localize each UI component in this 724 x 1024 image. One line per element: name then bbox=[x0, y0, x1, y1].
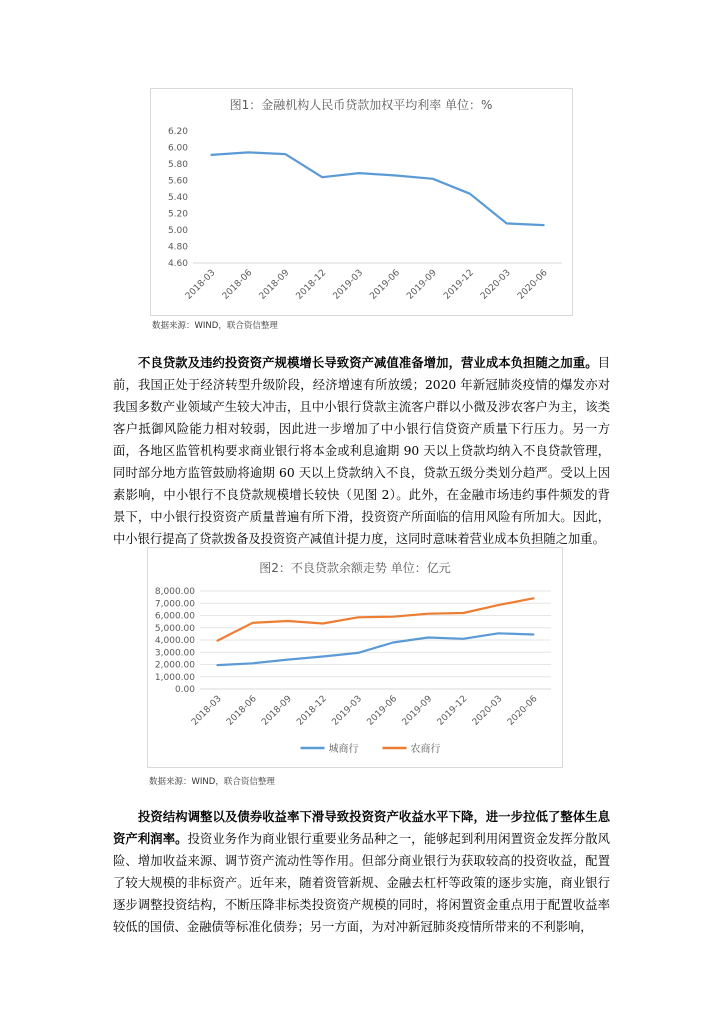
x-tick-label: 2018-12 bbox=[295, 694, 329, 728]
x-tick-label: 2019-12 bbox=[435, 694, 470, 728]
series-line-1 bbox=[212, 152, 544, 225]
x-tick-label: 2019-06 bbox=[365, 694, 400, 728]
legend-label-2: 农商行 bbox=[410, 744, 441, 755]
chart-2 bbox=[148, 548, 562, 767]
y-tick-label: 5.20 bbox=[167, 209, 188, 220]
y-tick-label: 4.80 bbox=[167, 242, 188, 253]
paragraph-1 bbox=[113, 352, 610, 550]
x-tick-label: 2019-09 bbox=[400, 694, 435, 728]
y-tick-label: 1,000.00 bbox=[154, 672, 195, 683]
x-tick-label: 2018-03 bbox=[190, 694, 224, 728]
chart-1-source: 数据来源：WIND，联合资信整理 bbox=[152, 321, 278, 331]
y-tick-label: 4,000.00 bbox=[154, 636, 195, 646]
x-tick-label: 2018-03 bbox=[183, 268, 218, 302]
x-tick-label: 2020-06 bbox=[505, 694, 540, 728]
x-tick-label: 2018-06 bbox=[220, 268, 255, 302]
x-tick-label: 2018-09 bbox=[260, 694, 294, 728]
y-tick-label: 7,000.00 bbox=[154, 599, 195, 610]
paragraph-1-lead: 不良贷款及违约投资资产规模增长导致资产减值准备增加，营业成本负担随之加重。 bbox=[138, 355, 598, 370]
paragraph-2-body: 投资业务作为商业银行重要业务品种之一，能够起到利用闲置资金发挥分散风险、增加收益来源、调节资产流动性等作用。但部分商业银行为获取较高的投资收益，配置了较大规模的非标资产。近年来，随着资管新规、金融去杠杆等政策的逐步实施，商业银行逐步调整投资结构，不断压降非标类投资资产规模的同时，将闲置资金重点用于配置收益率较低的国债、金融债等标准化债券；另一方面，为对冲新冠肺炎疫情所带来的不利影响， bbox=[113, 832, 610, 934]
y-tick-label: 6.00 bbox=[167, 143, 188, 154]
y-tick-label: 2,000.00 bbox=[154, 660, 195, 671]
paragraph-1-body: 目前，我国正处于经济转型升级阶段，经济增速有所放缓；2020 年新冠肺炎疫情的爆发亦对我国多数产业领域产生较大冲击，且中小银行贷款主流客户群以小微及涉农客户为主，该类客户抵御风险能力相对较弱，因此进一步增加了中小银行信贷资产质量下行压力。另一方面，各地区监管机构要求商业银行将本金或利息逾期 90 天以上贷款均纳入不良贷款管理，同时部分地方监管鼓励将逾期 60 天以上贷款纳入不良，贷款五级分类划分趋严。受以上因素影响，中小银行不良贷款规模增长较快（见图 2）。此外，在金融市场违约事件频发的背景下，中小银行投资资产质量普遍有所下滑，投资资产所面临的信用风险有所加大。因此，中小银行提高了贷款拨备及投资资产减值计提力度，这同时意味着营业成本负担随之加重。 bbox=[113, 356, 610, 546]
y-tick-label: 6,000.00 bbox=[154, 611, 195, 622]
x-tick-label: 2019-03 bbox=[331, 268, 366, 302]
x-tick-label: 2018-12 bbox=[294, 268, 329, 302]
chart-title: 图1：金融机构人民币贷款加权平均利率 单位：% bbox=[229, 98, 493, 112]
series-line-1 bbox=[218, 633, 534, 665]
y-tick-label: 0.00 bbox=[174, 685, 195, 695]
x-tick-label: 2020-03 bbox=[479, 268, 513, 302]
y-tick-label: 5,000.00 bbox=[154, 623, 195, 634]
y-tick-label: 3,000.00 bbox=[154, 648, 195, 659]
x-tick-label: 2020-03 bbox=[470, 694, 505, 728]
y-tick-label: 5.80 bbox=[167, 160, 188, 170]
y-tick-label: 4.60 bbox=[167, 259, 188, 269]
paragraph-2-lead: 投资结构调整以及债券收益率下滑导致投资资产收益水平下降，进一步拉低了整体生息资产利润率。 bbox=[113, 809, 610, 846]
x-tick-label: 2018-09 bbox=[257, 268, 292, 302]
x-tick-label: 2019-06 bbox=[368, 268, 403, 302]
x-tick-label: 2020-06 bbox=[516, 268, 550, 302]
x-tick-label: 2019-09 bbox=[405, 268, 439, 302]
chart-2-container bbox=[147, 547, 563, 768]
y-tick-label: 5.60 bbox=[167, 176, 188, 187]
y-tick-label: 8,000.00 bbox=[154, 587, 195, 597]
x-tick-label: 2019-12 bbox=[442, 268, 476, 302]
y-tick-label: 5.40 bbox=[167, 193, 188, 203]
chart-1 bbox=[151, 89, 572, 315]
x-tick-label: 2018-06 bbox=[225, 694, 259, 728]
legend-label-1: 城商行 bbox=[328, 744, 359, 755]
y-tick-label: 5.00 bbox=[167, 226, 188, 236]
chart-2-source: 数据来源：WIND，联合资信整理 bbox=[149, 777, 275, 787]
chart-title: 图2：不良贷款余额走势 单位：亿元 bbox=[259, 561, 451, 575]
paragraph-2 bbox=[113, 806, 610, 938]
y-tick-label: 6.20 bbox=[167, 127, 188, 137]
x-tick-label: 2019-03 bbox=[330, 694, 365, 728]
chart-1-container bbox=[150, 88, 573, 316]
